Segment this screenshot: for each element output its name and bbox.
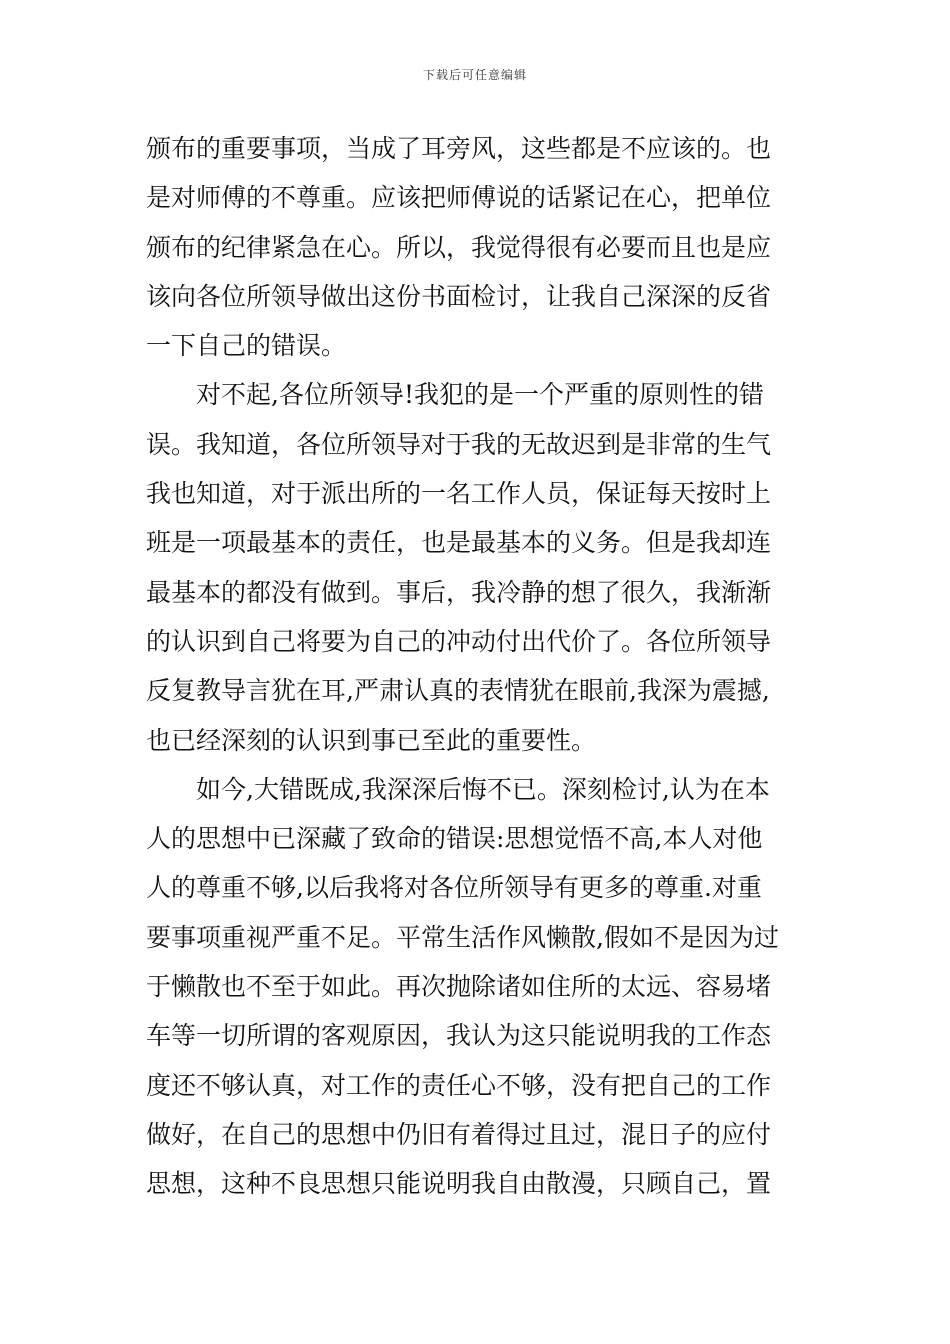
text-line: 一下自己的错误。	[146, 331, 347, 361]
text-line: 如今,大错既成,我深深后悔不已。深刻检讨,认为在本	[196, 774, 770, 804]
text-line: 最基本的都没有做到。事后，我冷静的想了很久，我渐渐	[146, 577, 772, 607]
text-line: 是对师傅的不尊重。应该把师傅说的话紧记在心，把单位	[146, 183, 772, 213]
text-line: 于懒散也不至于如此。再次抛除诸如住所的太远、容易堵	[146, 972, 772, 1002]
text-line: 要事项重视严重不足。平常生活作风懒散,假如不是因为过	[146, 922, 779, 952]
text-line: 人的尊重不够,以后我将对各位所领导有更多的尊重.对重	[146, 873, 762, 903]
text-line: 误。我知道，各位所领导对于我的无故迟到是非常的生气	[146, 429, 772, 459]
text-line: 颁布的纪律紧急在心。所以，我觉得很有必要而且也是应	[146, 232, 772, 262]
text-line: 班是一项最基本的责任，也是最基本的义务。但是我却连	[146, 528, 772, 558]
text-line: 也已经深刻的认识到事已至此的重要性。	[146, 725, 597, 755]
text-line: 该向各位所领导做出这份书面检讨，让我自己深深的反省	[146, 281, 772, 311]
text-line: 我也知道，对于派出所的一名工作人员，保证每天按时上	[146, 479, 772, 509]
body-text	[146, 124, 806, 1209]
text-line: 做好，在自己的思想中仍旧有着得过且过，混日子的应付	[146, 1119, 772, 1149]
page-header: 下载后可任意编辑	[422, 68, 527, 82]
text-line: 对不起,各位所领导!我犯的是一个严重的原则性的错	[196, 380, 764, 410]
text-line: 思想，这种不良思想只能说明我自由散漫，只顾自己，置	[146, 1169, 772, 1199]
text-line: 的认识到自己将要为自己的冲动付出代价了。各位所领导	[146, 626, 772, 656]
text-line: 人的思想中已深藏了致命的错误:思想觉悟不高,本人对他	[146, 824, 763, 854]
text-line: 颁布的重要事项，当成了耳旁风，这些都是不应该的。也	[146, 134, 772, 163]
text-line: 度还不够认真，对工作的责任心不够，没有把自己的工作	[146, 1070, 772, 1100]
text-line: 反复教导言犹在耳,严肃认真的表情犹在眼前,我深为震撼,	[146, 676, 770, 706]
text-line: 车等一切所谓的客观原因，我认为这只能说明我的工作态	[146, 1021, 772, 1051]
